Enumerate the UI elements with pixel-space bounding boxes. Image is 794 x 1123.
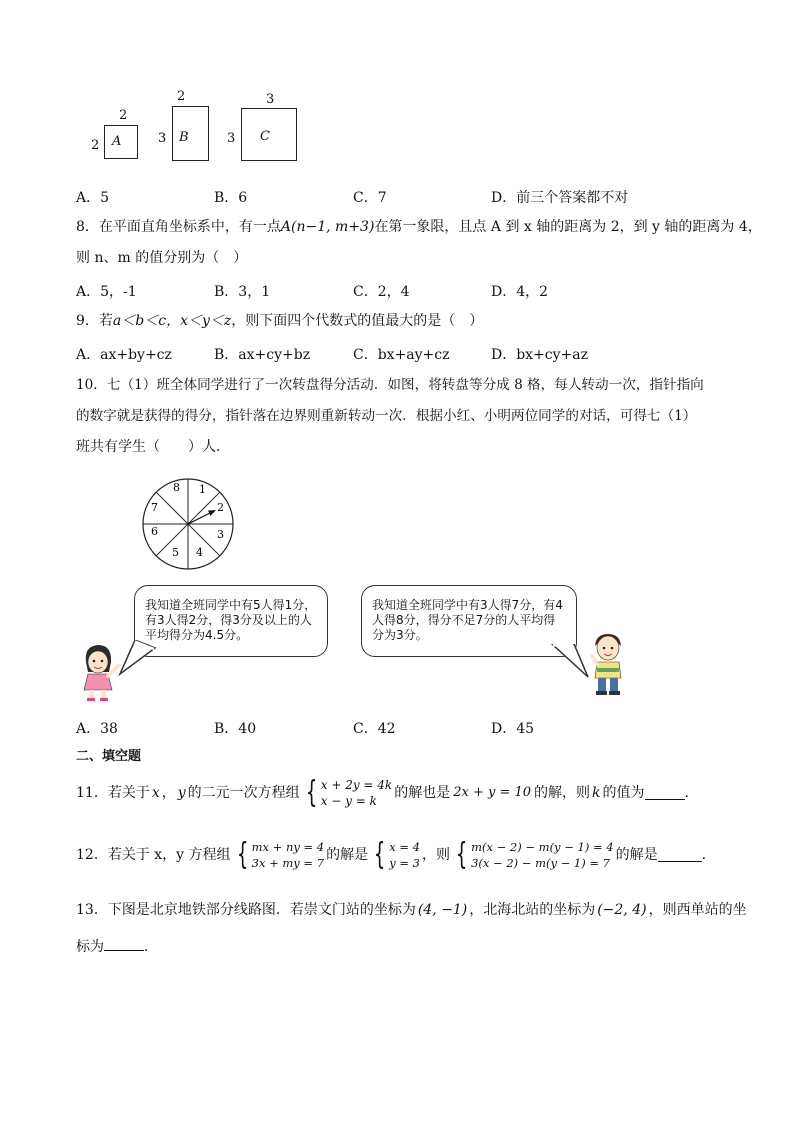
q11-stem-c: 的解也是 — [394, 785, 451, 801]
square-a-top-label: 2 — [119, 108, 128, 123]
q12-system-2 — [452, 839, 614, 871]
q12-brace-2-icon: { — [373, 837, 386, 872]
speech-bubble-right-text: 我知道全班同学中有3人得7分，有4人得8分，得分不足7分的人平均得分为3分。 — [372, 598, 563, 642]
q12 — [76, 837, 716, 873]
square-a-label: A — [112, 134, 122, 149]
girl-eye-right — [101, 660, 104, 663]
q10-option-c[interactable]: C．42 — [353, 721, 396, 737]
wheel-number-8: 8 — [173, 481, 180, 494]
q10-option-d[interactable]: D．45 — [491, 721, 535, 737]
boy-face — [597, 636, 619, 660]
q13-stem-line1 — [76, 901, 747, 919]
q11-stem-e: 的值为 — [602, 785, 645, 801]
q9-stem-a: 9．若 — [76, 313, 113, 329]
q12-stem-d: 的解是 — [615, 847, 658, 863]
q11-eq1: x + 2y = 4k — [320, 778, 393, 792]
q12-solution-system — [370, 839, 420, 871]
q13-stem-line2 — [76, 938, 158, 956]
q11-var-y: y — [177, 785, 186, 801]
q13-answer-blank[interactable] — [104, 938, 144, 951]
q10-option-a[interactable]: A．38 — [76, 721, 118, 737]
boy-shoe-right — [609, 691, 620, 695]
q12-solution-y: y = 3 — [389, 856, 420, 870]
q12-solution-equations — [389, 839, 420, 871]
boy-character-illustration — [588, 630, 628, 698]
q12-system-1-equations — [252, 839, 325, 871]
q11-period: ． — [684, 785, 699, 801]
section-heading-fill-in-blank: 二、填空题 — [76, 749, 142, 764]
q11-left-brace-icon: { — [305, 775, 317, 810]
speech-bubble-left-text: 我知道全班同学中有5人得1分，有3人得2分，得3分及以上的人平均得分为4.5分。 — [145, 598, 317, 642]
q12-brace-3-icon: { — [455, 837, 468, 872]
bubble-tail-right-shape — [552, 644, 588, 677]
q8-option-b[interactable]: B．3，1 — [214, 284, 271, 300]
boy-raised-arm — [592, 656, 597, 664]
q12-system-2-eq2: 3(x − 2) − m(y − 1) = 7 — [471, 856, 610, 870]
q9-option-b[interactable]: B．ax+cy+bz — [214, 347, 311, 363]
square-c-left-label: 3 — [227, 131, 236, 146]
q11-var-x: x — [151, 785, 160, 801]
square-a — [104, 125, 138, 159]
q12-period: ． — [701, 847, 716, 863]
q12-solution-x: x = 4 — [389, 840, 420, 854]
wheel-number-6: 6 — [151, 525, 158, 538]
boy-leg-left — [598, 678, 606, 691]
q11-eq3: 2x + y = 10 — [453, 785, 532, 800]
q13-coord-beihaibei: (−2, 4) — [597, 902, 647, 918]
q11-stem-b: 的二元一次方程组 — [187, 785, 300, 801]
square-c — [241, 108, 297, 161]
q12-stem-a: 12．若关于 x，y 方程组 — [76, 847, 231, 863]
q13-period: ． — [144, 939, 158, 955]
q10-option-b[interactable]: B．40 — [214, 721, 257, 737]
q13-stem-d: 标为 — [76, 939, 104, 955]
q13-stem-c: ，则西单站的坐 — [648, 902, 747, 918]
wheel-number-7: 7 — [151, 501, 158, 514]
q11-comma: ， — [161, 785, 176, 801]
girl-leg-left — [89, 690, 94, 699]
q8-option-d[interactable]: D．4，2 — [491, 284, 549, 300]
q12-system-1 — [233, 839, 325, 871]
q13-coord-chongwenmen: (4, −1) — [417, 902, 468, 918]
boy-leg-right — [610, 678, 618, 691]
q12-brace-1-icon: { — [236, 837, 248, 872]
speech-bubble-right-tail — [548, 644, 592, 680]
square-b — [172, 106, 209, 161]
speech-bubble-left-tail — [118, 640, 158, 676]
boy-shoe-left — [596, 691, 607, 695]
wheel-number-1: 1 — [199, 483, 206, 496]
q7-option-c[interactable]: C．7 — [353, 190, 387, 206]
q11-stem-a: 11．若关于 — [76, 785, 150, 801]
boy-eye-left — [603, 647, 606, 650]
q8-stem-a: 8．在平面直角坐标系中，有一点 — [76, 219, 281, 235]
q8-stem-line2: 则 n、m 的值分别为（ ） — [76, 250, 248, 266]
q11-equation-system — [302, 777, 393, 809]
q12-stem-c: ，则 — [422, 847, 450, 863]
q7-option-a[interactable]: A．5 — [76, 190, 110, 206]
square-b-left-label: 3 — [158, 131, 167, 146]
q12-system-1-eq2: 3x + my = 7 — [251, 856, 325, 870]
speech-bubble-right — [361, 585, 577, 657]
square-c-label: C — [260, 129, 270, 144]
q10-stem-line3: 班共有学生（ ）人． — [76, 439, 230, 455]
girl-eye-left — [93, 660, 96, 663]
q13-stem-b: ，北海北站的坐标为 — [469, 902, 596, 918]
q12-stem-b: 的解是 — [326, 847, 369, 863]
q11-eq2: x − y = k — [320, 794, 377, 808]
girl-face — [88, 651, 108, 673]
girl-character-illustration — [76, 640, 124, 702]
q8-option-a[interactable]: A．5，-1 — [76, 284, 137, 300]
q12-system-1-eq1: mx + ny = 4 — [251, 840, 325, 854]
q11-answer-blank[interactable] — [645, 787, 685, 800]
q12-answer-blank[interactable] — [658, 849, 702, 862]
q9-option-a[interactable]: A．ax+by+cz — [76, 347, 172, 363]
q11-var-k: k — [592, 785, 601, 801]
square-c-top-label: 3 — [266, 92, 275, 107]
q9-condition: a＜b＜c，x＜y＜z — [112, 313, 232, 329]
girl-shoe-right — [100, 698, 108, 701]
q12-system-2-equations — [471, 839, 613, 871]
q8-point: A(n−1, m+3) — [280, 219, 375, 235]
q9-stem — [76, 312, 483, 330]
q8-stem-line1 — [76, 218, 762, 236]
q11-stem-d: 的解，则 — [534, 785, 591, 801]
q10-stem-line1: 10．七（1）班全体同学进行了一次转盘得分活动．如图，将转盘等分成 8 格，每人转动一次，指针指向 — [76, 377, 704, 393]
q9-option-c[interactable]: C．bx+ay+cz — [353, 347, 450, 363]
square-a-left-label: 2 — [91, 138, 100, 153]
wheel-number-5: 5 — [172, 546, 179, 559]
bubble-tail-left-shape — [120, 640, 155, 674]
q11 — [76, 775, 699, 811]
boy-shirt-stripe — [597, 668, 619, 672]
square-b-label: B — [179, 130, 189, 145]
q8-option-c[interactable]: C．2，4 — [353, 284, 410, 300]
spinner-wheel — [138, 474, 238, 574]
q12-system-2-eq1: m(x − 2) − m(y − 1) = 4 — [471, 840, 614, 854]
q9-stem-b: ，则下面四个代数式的值最大的是（ ） — [231, 313, 484, 329]
q10-stem-line2: 的数字就是获得的得分，指针落在边界则重新转动一次．根据小红、小明两位同学的对话，可得七（1） — [76, 408, 697, 424]
q7-option-d[interactable]: D．前三个答案都不对 — [491, 190, 629, 206]
girl-shoe-left — [87, 698, 95, 701]
speech-bubble-left — [134, 585, 328, 657]
girl-leg-right — [101, 690, 106, 699]
wheel-number-3: 3 — [217, 528, 224, 541]
wheel-number-2: 2 — [217, 501, 224, 514]
q11-system-equations — [321, 777, 392, 809]
square-b-top-label: 2 — [177, 89, 186, 104]
boy-eye-right — [611, 647, 614, 650]
q9-option-d[interactable]: D．bx+cy+az — [491, 347, 589, 363]
q13-stem-a: 13．下图是北京地铁部分线路图．若崇文门站的坐标为 — [76, 902, 416, 918]
q7-option-b[interactable]: B．6 — [214, 190, 248, 206]
wheel-number-4: 4 — [196, 546, 203, 559]
q8-stem-b: 在第一象限，且点 A 到 x 轴的距离为 2，到 y 轴的距离为 4， — [374, 219, 762, 235]
